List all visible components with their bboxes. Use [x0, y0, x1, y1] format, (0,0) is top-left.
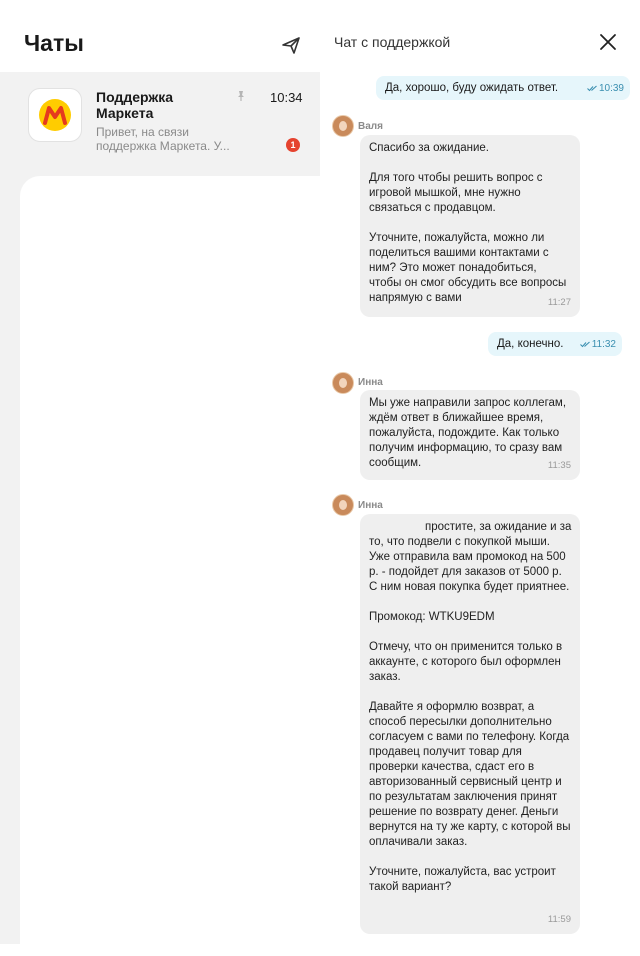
message-text: Да, конечно. — [497, 338, 564, 350]
paper-plane-icon[interactable] — [281, 35, 301, 55]
message-text: Спасибо за ожидание. Для того чтобы решить вопрос с игровой мышкой, мне нужно связаться с продавцом. Уточните, пожалуйста, можно ли поделиться вашими контактами с ним? Это может понадобиться, чтобы он смог обсудить все вопросы напрямую с вами — [369, 142, 567, 304]
sender-name: Инна — [358, 500, 383, 511]
chat-list-header — [0, 0, 320, 72]
message-text: простите, за ожидание и за то, что подвели с покупкой мыши. Уже отправила вам промокод на 500 р. - подойдет для заказов от 5000 р. С ним новая покупка будет приятнее. Промокод: WTKU9EDM Отмечу, что он применится только в аккаунте, с которого был оформлен заказ. Давайте я оформлю возврат, а способ пересылки дополнительно согласуем с вами по телефону. Когда продавец получит товар для проверки качества, сдаст его в авторизованный сервисный центр и по результатам заключения принят решение по возврату денег. Деньги вернутся на ту же карту, с которой вы оплачивали заказ. Уточните, пожалуйста, вас устроит такой вариант? — [369, 521, 572, 893]
chat-list-item[interactable] — [20, 74, 316, 170]
sender-avatar — [332, 115, 354, 137]
sender-avatar — [332, 372, 354, 394]
message-incoming — [360, 390, 580, 480]
message-time: 10:39 — [587, 82, 624, 96]
close-icon[interactable] — [598, 32, 618, 52]
chat-panel — [320, 0, 640, 944]
message-text: Мы уже направили запрос коллегам, ждём ответ в ближайшее время, пожалуйста, подождите. Как только получим информацию, то сразу вам сообщим. — [369, 397, 567, 469]
message-incoming — [360, 135, 580, 317]
chat-list-panel — [0, 0, 320, 944]
message-outgoing — [376, 76, 630, 100]
message-incoming — [360, 514, 580, 934]
unread-badge: 1 — [286, 138, 300, 152]
chat-list-empty-area — [20, 176, 320, 956]
pin-icon — [235, 90, 247, 102]
message-text: Да, хорошо, буду ожидать ответ. — [385, 82, 559, 94]
message-time: 11:59 — [547, 914, 571, 925]
sender-name: Валя — [358, 121, 383, 132]
chat-title: Чат с поддержкой — [334, 34, 451, 50]
message-outgoing — [488, 332, 622, 356]
message-time: 11:32 — [580, 338, 616, 352]
double-check-icon — [587, 85, 598, 92]
chat-time: 10:34 — [270, 90, 303, 105]
chat-name: Поддержка Маркета — [96, 89, 174, 121]
page-title: Чаты — [24, 30, 84, 56]
market-logo-icon — [38, 98, 72, 132]
message-time: 11:35 — [547, 460, 571, 471]
message-time: 11:27 — [547, 297, 571, 308]
sender-avatar — [332, 494, 354, 516]
sender-name: Инна — [358, 377, 383, 388]
double-check-icon — [580, 341, 591, 348]
chat-preview: Привет, на связи поддержка Маркета. У... — [96, 125, 230, 153]
market-logo-avatar — [28, 88, 82, 142]
